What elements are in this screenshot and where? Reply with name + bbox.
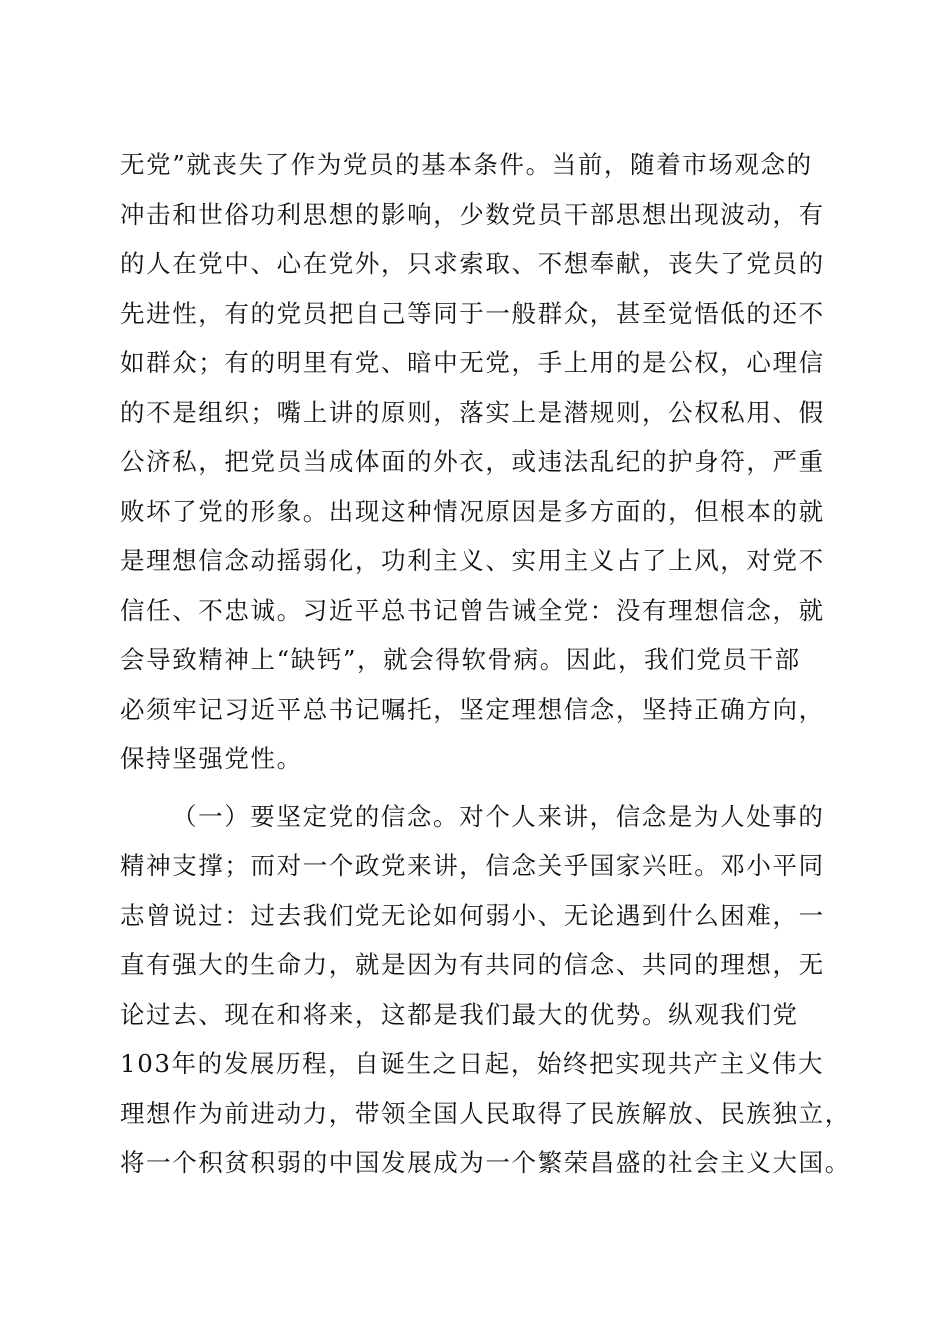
text-line: 志曾说过：过去我们党无论如何弱小、无论遇到什么困难，一 (120, 900, 825, 930)
text-line: 保持坚强党性。 (120, 744, 303, 773)
text-line: 如群众；有的明里有党、暗中无党，手上用的是公权，心理信 (120, 348, 825, 377)
text-line: 信任、不忠诚。习近平总书记曾告诫全党：没有理想信念，就 (120, 595, 825, 625)
text-line: 103年的发展历程，自诞生之日起，始终把实现共产主义伟大 (120, 1049, 825, 1078)
text-line: 必须牢记习近平总书记嘱托，坚定理想信念，坚持正确方向， (120, 694, 825, 724)
text-line: 的不是组织；嘴上讲的原则，落实上是潜规则，公权私用、假 (120, 397, 825, 427)
paragraph-1 (120, 140, 840, 784)
text-line: 败坏了党的形象。出现这种情况原因是多方面的，但根本的就 (120, 496, 825, 526)
section-heading-line: （一）要坚定党的信念。对个人来讲，信念是为人处事的 (172, 801, 825, 831)
text-line: 是理想信念动摇弱化，功利主义、实用主义占了上风，对党不 (120, 546, 825, 575)
text-line: 会导致精神上“缺钙”，就会得软骨病。因此，我们党员干部 (120, 645, 801, 674)
text-line: 直有强大的生命力，就是因为有共同的信念、共同的理想，无 (120, 950, 825, 979)
text-line: 无党”就丧失了作为党员的基本条件。当前，随着市场观念的 (120, 150, 813, 179)
text-line: 冲击和世俗功利思想的影响，少数党员干部思想出现波动，有 (120, 199, 825, 229)
text-line: 的人在党中、心在党外，只求索取、不想奉献，丧失了党员的 (120, 249, 825, 278)
text-line: 理想作为前进动力，带领全国人民取得了民族解放、民族独立， (120, 1098, 851, 1128)
paragraph-2 (120, 792, 851, 1188)
text-line: 精神支撑；而对一个政党来讲，信念关乎国家兴旺。邓小平同 (120, 851, 825, 880)
paragraph-gap (120, 784, 840, 792)
text-line: 论过去、现在和将来，这都是我们最大的优势。纵观我们党 (120, 999, 799, 1029)
body-text (120, 140, 851, 1188)
text-line: 先进性，有的党员把自己等同于一般群众，甚至觉悟低的还不 (120, 298, 825, 328)
text-line: 公济私，把党员当成体面的外衣，或违法乱纪的护身符，严重 (120, 447, 825, 476)
text-line: 将一个积贫积弱的中国发展成为一个繁荣昌盛的社会主义大国。 (120, 1148, 851, 1177)
